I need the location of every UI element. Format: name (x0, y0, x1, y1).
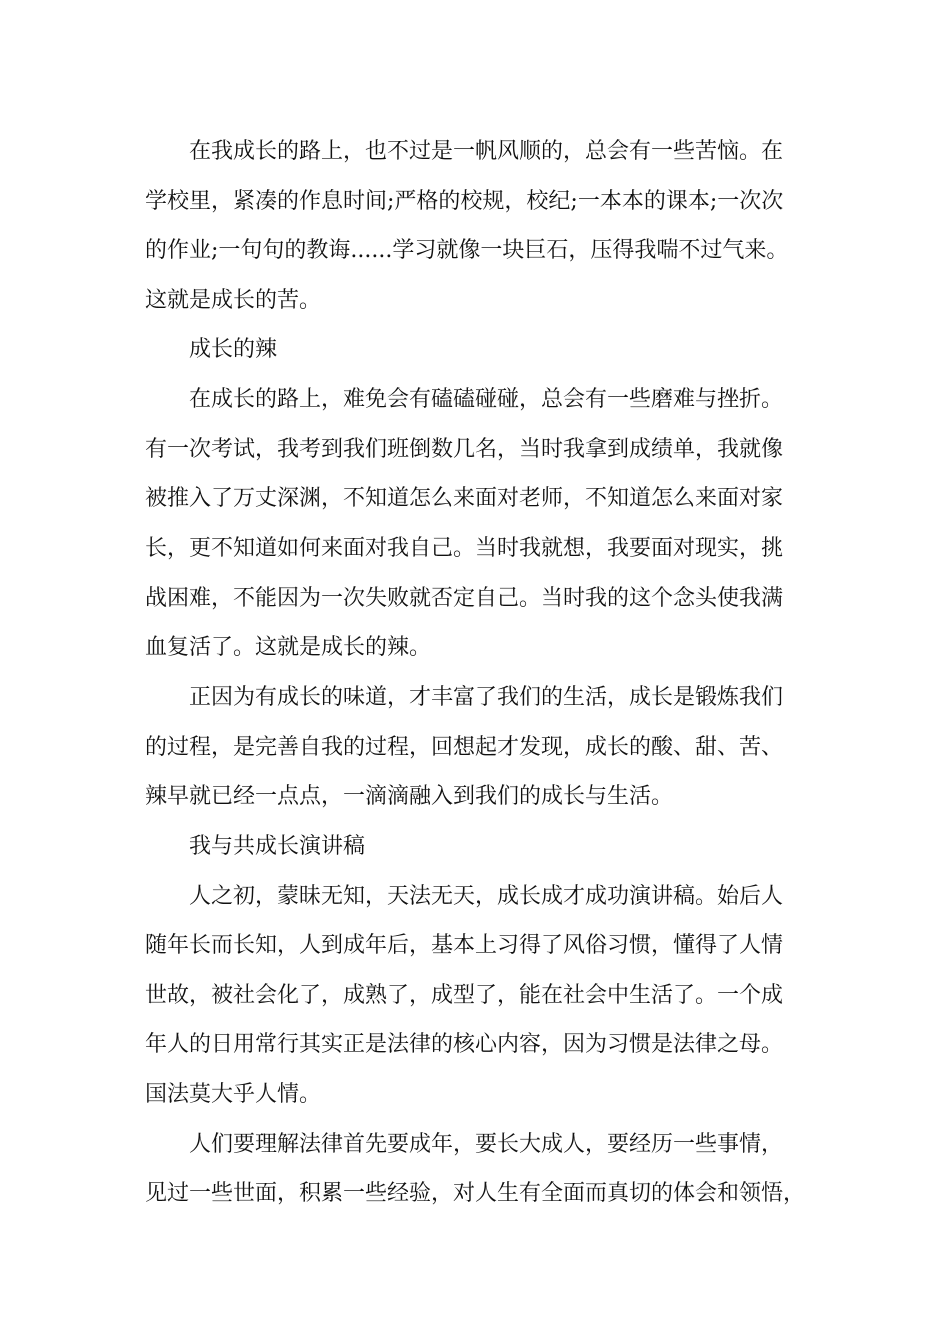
section-heading: 成长的辣 (189, 337, 278, 362)
paragraph-line: 在我成长的路上，也不过是一帆风顺的，总会有一些苦恼。在 (189, 139, 784, 164)
paragraph-line: 学校里，紧凑的作息时间;严格的校规，校纪;一本本的课本;一次次 (145, 189, 784, 214)
paragraph-line: 年人的日用常行其实正是法律的核心内容，因为习惯是法律之母。 (145, 1032, 784, 1057)
paragraph-line: 的过程，是完善自我的过程，回想起才发现，成长的酸、甜、苦、 (145, 735, 784, 760)
paragraph-line: 有一次考试，我考到我们班倒数几名，当时我拿到成绩单，我就像 (145, 437, 784, 462)
paragraph-line: 这就是成长的苦。 (145, 288, 322, 313)
paragraph-line: 正因为有成长的味道，才丰富了我们的生活，成长是锻炼我们 (189, 685, 784, 710)
paragraph-line: 国法莫大乎人情。 (145, 1082, 322, 1107)
paragraph-line: 辣早就已经一点点，一滴滴融入到我们的成长与生活。 (145, 784, 674, 809)
section-heading: 我与共成长演讲稿 (189, 834, 366, 859)
paragraph-line: 人们要理解法律首先要成年，要长大成人，要经历一些事情， (189, 1132, 784, 1157)
paragraph-line: 的作业;一句句的教诲......学习就像一块巨石，压得我喘不过气来。 (145, 238, 789, 263)
paragraph-line: 随年长而长知，人到成年后，基本上习得了风俗习惯，懂得了人情 (145, 933, 784, 958)
paragraph-line: 血复活了。这就是成长的辣。 (145, 635, 432, 660)
paragraph-line: 世故，被社会化了，成熟了，成型了，能在社会中生活了。一个成 (145, 983, 784, 1008)
paragraph-line: 战困难，不能因为一次失败就否定自己。当时我的这个念头使我满 (145, 586, 784, 611)
paragraph-line: 在成长的路上，难免会有磕磕碰碰，总会有一些磨难与挫折。 (189, 387, 784, 412)
paragraph-line: 被推入了万丈深渊，不知道怎么来面对老师，不知道怎么来面对家 (145, 486, 784, 511)
paragraph-line: 见过一些世面，积累一些经验，对人生有全面而真切的体会和领悟， (145, 1181, 806, 1206)
paragraph-line: 长，更不知道如何来面对我自己。当时我就想，我要面对现实，挑 (145, 536, 784, 561)
paragraph-line: 人之初，蒙昧无知，天法无天，成长成才成功演讲稿。始后人 (189, 884, 784, 909)
